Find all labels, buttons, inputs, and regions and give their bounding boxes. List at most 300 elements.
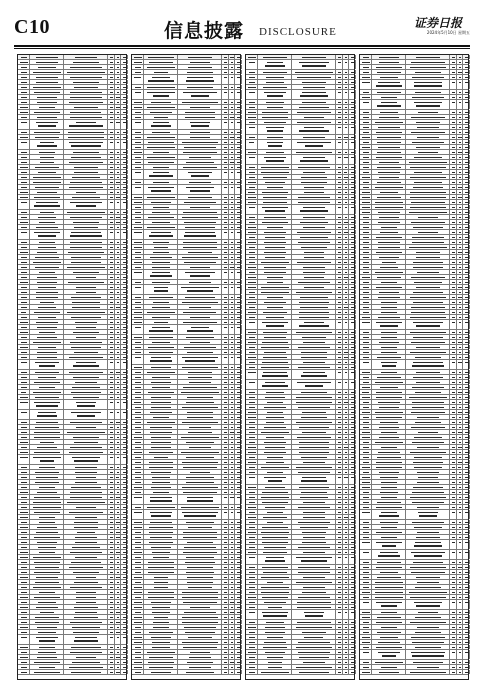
table-cell: [292, 525, 336, 529]
cell-text-mark: [338, 522, 342, 524]
table-cell: [258, 405, 292, 409]
cell-text-mark: [264, 602, 285, 604]
cell-text-mark: [117, 452, 120, 454]
table-cell: [406, 145, 450, 149]
cell-text-mark: [224, 207, 227, 209]
cell-text-mark: [117, 397, 119, 399]
table-cell: [292, 200, 336, 204]
cell-text-mark: [231, 542, 233, 544]
cell-text-mark: [345, 392, 348, 394]
cell-text-mark: [117, 82, 120, 84]
table-cell: [30, 295, 64, 299]
table-cell: [336, 590, 343, 594]
table-cell: [450, 55, 457, 59]
cell-text-mark: [452, 157, 456, 159]
table-row: [18, 230, 126, 240]
table-cell: [144, 170, 178, 179]
cell-text-mark: [21, 132, 26, 134]
cell-text-mark: [147, 92, 175, 94]
cell-text-mark: [351, 352, 354, 354]
cell-text-mark: [36, 57, 58, 59]
table-cell: [336, 135, 343, 139]
cell-text-mark: [231, 567, 233, 569]
cell-text-mark: [338, 372, 341, 374]
cell-text-mark: [458, 187, 461, 189]
cell-text-mark: [123, 412, 126, 414]
cell-text-mark: [379, 57, 400, 59]
cell-text-mark: [123, 307, 127, 309]
cell-text-mark: [338, 357, 341, 359]
cell-text-mark: [110, 222, 113, 224]
table-cell: [292, 470, 336, 474]
cell-text-mark: [338, 167, 341, 169]
cell-text-mark: [38, 377, 57, 379]
cell-text-mark: [152, 642, 170, 644]
cell-text-mark: [237, 327, 240, 329]
table-cell: [144, 145, 178, 149]
table-cell: [144, 300, 178, 304]
cell-text-mark: [73, 397, 99, 399]
cell-text-mark: [76, 427, 95, 429]
table-cell: [258, 435, 292, 439]
table-cell: [121, 470, 128, 474]
cell-text-mark: [38, 217, 56, 219]
cell-text-mark: [224, 672, 227, 674]
cell-text-mark: [117, 337, 119, 339]
cell-text-mark: [237, 87, 241, 89]
table-cell: [235, 430, 242, 434]
cell-text-mark: [351, 292, 355, 294]
cell-text-mark: [452, 202, 456, 204]
cell-text-mark: [110, 632, 113, 634]
table-cell: [349, 525, 356, 529]
table-cell: [235, 455, 242, 459]
table-cell: [258, 525, 292, 529]
table-cell: [18, 190, 30, 194]
table-row: [246, 90, 354, 100]
cell-text-mark: [345, 622, 347, 624]
cell-text-mark: [345, 452, 348, 454]
table-cell: [30, 120, 64, 129]
table-cell: [349, 395, 356, 399]
table-cell: [18, 590, 30, 594]
cell-text-mark: [249, 382, 255, 384]
cell-text-mark: [123, 457, 126, 459]
cell-text-mark: [345, 592, 347, 594]
cell-text-mark: [351, 347, 355, 349]
table-cell: [258, 440, 292, 444]
table-cell: [64, 260, 108, 264]
cell-text-mark: [39, 387, 55, 389]
cell-text-mark: [190, 137, 211, 139]
table-cell: [64, 560, 108, 564]
table-cell: [18, 655, 30, 659]
cell-text-mark: [237, 142, 240, 144]
table-cell: [406, 110, 450, 114]
cell-text-mark: [465, 142, 468, 144]
cell-text-mark: [363, 157, 369, 159]
cell-text-mark: [117, 117, 119, 119]
cell-text-mark: [231, 587, 234, 589]
cell-text-mark: [224, 392, 228, 394]
cell-text-mark: [185, 112, 214, 114]
table-cell: [235, 115, 242, 119]
cell-text-mark: [375, 187, 402, 189]
cell-text-mark: [231, 547, 234, 549]
table-cell: [292, 550, 336, 554]
table-cell: [463, 90, 470, 94]
cell-text-mark: [237, 392, 240, 394]
cell-text-mark: [181, 287, 218, 289]
cell-text-mark: [116, 537, 119, 539]
table-cell: [108, 80, 115, 84]
table-cell: [349, 360, 356, 364]
table-cell: [30, 200, 64, 209]
cell-text-mark: [123, 402, 127, 404]
cell-text-mark: [69, 452, 104, 454]
table-cell: [64, 445, 108, 449]
cell-text-mark: [21, 317, 26, 319]
table-cell: [292, 555, 336, 564]
cell-text-mark: [231, 652, 233, 654]
table-cell: [132, 215, 144, 219]
table-cell: [246, 215, 258, 219]
table-cell: [463, 75, 470, 79]
cell-text-mark: [231, 167, 234, 169]
cell-text-mark: [298, 507, 330, 509]
cell-text-mark: [123, 212, 126, 214]
cell-text-mark: [265, 247, 285, 249]
cell-text-mark: [33, 342, 60, 344]
cell-text-mark: [182, 357, 217, 359]
cell-text-mark: [237, 102, 241, 104]
table-cell: [349, 595, 356, 599]
table-cell: [30, 300, 64, 304]
cell-text-mark: [117, 157, 119, 159]
cell-text-mark: [34, 197, 60, 199]
table-cell: [222, 135, 229, 139]
table-cell: [132, 295, 144, 299]
cell-text-mark: [75, 537, 98, 539]
cell-text-mark: [237, 492, 240, 494]
cell-text-mark: [123, 512, 127, 514]
table-cell: [360, 130, 372, 134]
table-cell: [132, 145, 144, 149]
cell-text-mark: [465, 112, 469, 114]
table-cell: [121, 375, 128, 379]
cell-text-mark: [110, 512, 113, 514]
table-cell: [18, 445, 30, 449]
table-row: [132, 90, 240, 100]
table-row: [132, 355, 240, 365]
cell-text-mark: [147, 147, 174, 149]
cell-text-mark: [123, 232, 126, 234]
cell-text-mark: [465, 147, 469, 149]
cell-text-mark: [266, 317, 284, 319]
table-cell: [64, 290, 108, 294]
table-cell: [18, 630, 30, 634]
cell-text-mark: [231, 407, 234, 409]
cell-text-mark: [345, 382, 348, 384]
table-cell: [336, 585, 343, 589]
table-cell: [336, 200, 343, 204]
table-cell: [336, 430, 343, 434]
table-cell: [132, 270, 144, 279]
table-cell: [30, 355, 64, 359]
table-cell: [108, 390, 115, 394]
cell-text-mark: [262, 117, 287, 119]
table-cell: [108, 140, 115, 149]
cell-text-mark: [459, 142, 462, 144]
cell-text-mark: [21, 377, 27, 379]
cell-text-mark: [117, 152, 119, 154]
cell-text-mark: [302, 532, 327, 534]
cell-text-mark: [21, 242, 26, 244]
cell-text-mark: [123, 657, 127, 659]
cell-text-mark: [237, 662, 240, 664]
cell-text-mark: [459, 57, 462, 59]
table-cell: [336, 660, 343, 664]
table-cell: [349, 600, 356, 604]
cell-text-mark: [123, 562, 126, 564]
table-cell: [258, 625, 292, 629]
table-cell: [132, 55, 144, 59]
table-cell: [292, 70, 336, 74]
cell-text-mark: [465, 162, 468, 164]
table-cell: [121, 490, 128, 494]
cell-text-mark: [123, 482, 126, 484]
table-cell: [258, 265, 292, 269]
cell-text-mark: [458, 252, 461, 254]
cell-text-mark: [237, 242, 241, 244]
table-row: [132, 670, 240, 675]
cell-text-mark: [452, 172, 455, 174]
table-cell: [132, 115, 144, 119]
table-cell: [372, 125, 406, 129]
cell-text-mark: [301, 560, 327, 562]
cell-text-mark: [134, 57, 141, 59]
cell-text-mark: [134, 487, 141, 489]
cell-text-mark: [297, 77, 332, 79]
cell-text-mark: [231, 367, 234, 369]
cell-text-mark: [69, 187, 103, 189]
cell-text-mark: [261, 287, 289, 289]
table-cell: [336, 55, 343, 59]
table-cell: [246, 235, 258, 239]
cell-text-mark: [21, 422, 26, 424]
cell-text-mark: [248, 462, 256, 464]
table-cell: [258, 420, 292, 424]
table-cell: [108, 295, 115, 299]
cell-text-mark: [379, 217, 399, 219]
cell-text-mark: [21, 652, 26, 654]
cell-text-mark: [345, 182, 347, 184]
cell-text-mark: [378, 147, 400, 149]
cell-text-mark: [237, 352, 240, 354]
table-row: [246, 205, 354, 215]
table-cell: [121, 180, 128, 184]
cell-text-mark: [75, 557, 97, 559]
cell-text-mark: [249, 492, 256, 494]
cell-text-mark: [261, 292, 289, 294]
table-cell: [144, 135, 178, 139]
cell-text-mark: [351, 157, 354, 159]
cell-text-mark: [303, 342, 326, 344]
cell-text-mark: [459, 217, 461, 219]
table-cell: [258, 190, 292, 194]
table-cell: [18, 155, 30, 159]
table-cell: [30, 490, 64, 494]
table-cell: [292, 235, 336, 239]
cell-text-mark: [267, 412, 282, 414]
table-cell: [178, 225, 222, 229]
cell-text-mark: [248, 447, 255, 449]
table-cell: [372, 95, 406, 99]
cell-text-mark: [351, 407, 355, 409]
cell-text-mark: [265, 627, 285, 629]
table-cell: [258, 165, 292, 169]
cell-text-mark: [344, 177, 347, 179]
table-cell: [64, 660, 108, 664]
cell-text-mark: [231, 342, 234, 344]
table-cell: [144, 395, 178, 399]
cell-text-mark: [123, 467, 126, 469]
cell-text-mark: [20, 492, 28, 494]
cell-text-mark: [224, 252, 228, 254]
cell-text-mark: [37, 102, 58, 104]
cell-text-mark: [134, 242, 142, 244]
table-cell: [336, 155, 343, 164]
cell-text-mark: [459, 127, 461, 129]
cell-text-mark: [224, 472, 228, 474]
table-cell: [132, 320, 144, 324]
table-cell: [30, 660, 64, 664]
cell-text-mark: [151, 397, 171, 399]
cell-text-mark: [20, 607, 27, 609]
cell-text-mark: [123, 277, 127, 279]
table-cell: [222, 620, 229, 624]
cell-text-mark: [345, 347, 347, 349]
table-cell: [349, 275, 356, 279]
table-cell: [108, 270, 115, 274]
table-cell: [246, 525, 258, 529]
cell-text-mark: [248, 417, 255, 419]
cell-text-mark: [345, 537, 348, 539]
table-cell: [108, 185, 115, 189]
cell-text-mark: [135, 167, 140, 169]
cell-text-mark: [37, 415, 57, 417]
table-cell: [235, 70, 242, 74]
cell-text-mark: [362, 147, 369, 149]
table-cell: [292, 320, 336, 329]
cell-text-mark: [249, 642, 254, 644]
cell-text-mark: [110, 167, 113, 169]
cell-text-mark: [123, 312, 126, 314]
cell-text-mark: [110, 387, 113, 389]
cell-text-mark: [117, 472, 119, 474]
table-cell: [144, 585, 178, 589]
table-cell: [372, 100, 406, 109]
cell-text-mark: [265, 257, 284, 259]
table-cell: [18, 105, 30, 109]
table-cell: [372, 90, 406, 94]
cell-text-mark: [302, 592, 325, 594]
cell-text-mark: [135, 357, 140, 359]
cell-text-mark: [154, 247, 169, 249]
table-cell: [132, 200, 144, 204]
table-cell: [235, 510, 242, 519]
cell-text-mark: [20, 107, 27, 109]
cell-text-mark: [117, 442, 120, 444]
cell-text-mark: [231, 212, 234, 214]
table-cell: [336, 310, 343, 314]
table-cell: [235, 445, 242, 449]
cell-text-mark: [153, 417, 169, 419]
cell-text-mark: [351, 537, 354, 539]
cell-text-mark: [117, 667, 119, 669]
table-cell: [144, 380, 178, 384]
table-cell: [450, 90, 457, 94]
cell-text-mark: [37, 357, 58, 359]
table-cell: [235, 560, 242, 564]
table-cell: [292, 585, 336, 589]
table-cell: [18, 315, 30, 319]
table-cell: [121, 660, 128, 664]
cell-text-mark: [224, 402, 227, 404]
table-cell: [108, 600, 115, 604]
cell-text-mark: [249, 657, 256, 659]
cell-text-mark: [267, 307, 283, 309]
cell-text-mark: [39, 107, 55, 109]
table-cell: [18, 670, 30, 674]
cell-text-mark: [249, 367, 255, 369]
cell-text-mark: [237, 387, 240, 389]
table-cell: [258, 515, 292, 519]
cell-text-mark: [117, 427, 119, 429]
cell-text-mark: [110, 652, 113, 654]
cell-text-mark: [74, 582, 98, 584]
cell-text-mark: [117, 312, 120, 314]
table-cell: [30, 485, 64, 489]
table-cell: [450, 110, 457, 114]
cell-text-mark: [378, 82, 400, 84]
cell-text-mark: [135, 412, 142, 414]
cell-text-mark: [264, 642, 286, 644]
cell-text-mark: [231, 72, 233, 74]
table-cell: [406, 245, 450, 249]
cell-text-mark: [345, 272, 347, 274]
cell-text-mark: [224, 642, 227, 644]
cell-text-mark: [35, 167, 59, 169]
table-cell: [121, 275, 128, 279]
table-cell: [463, 55, 470, 59]
table-cell: [292, 575, 336, 579]
table-cell: [121, 140, 128, 149]
table-cell: [121, 100, 128, 104]
table-cell: [108, 475, 115, 479]
table-cell: [64, 435, 108, 439]
table-cell: [64, 320, 108, 324]
table-cell: [121, 155, 128, 159]
table-cell: [235, 140, 242, 144]
cell-text-mark: [110, 257, 114, 259]
table-cell: [144, 245, 178, 249]
cell-text-mark: [149, 175, 173, 177]
table-cell: [144, 55, 178, 59]
cell-text-mark: [345, 467, 347, 469]
cell-text-mark: [300, 160, 329, 162]
cell-text-mark: [186, 572, 214, 574]
